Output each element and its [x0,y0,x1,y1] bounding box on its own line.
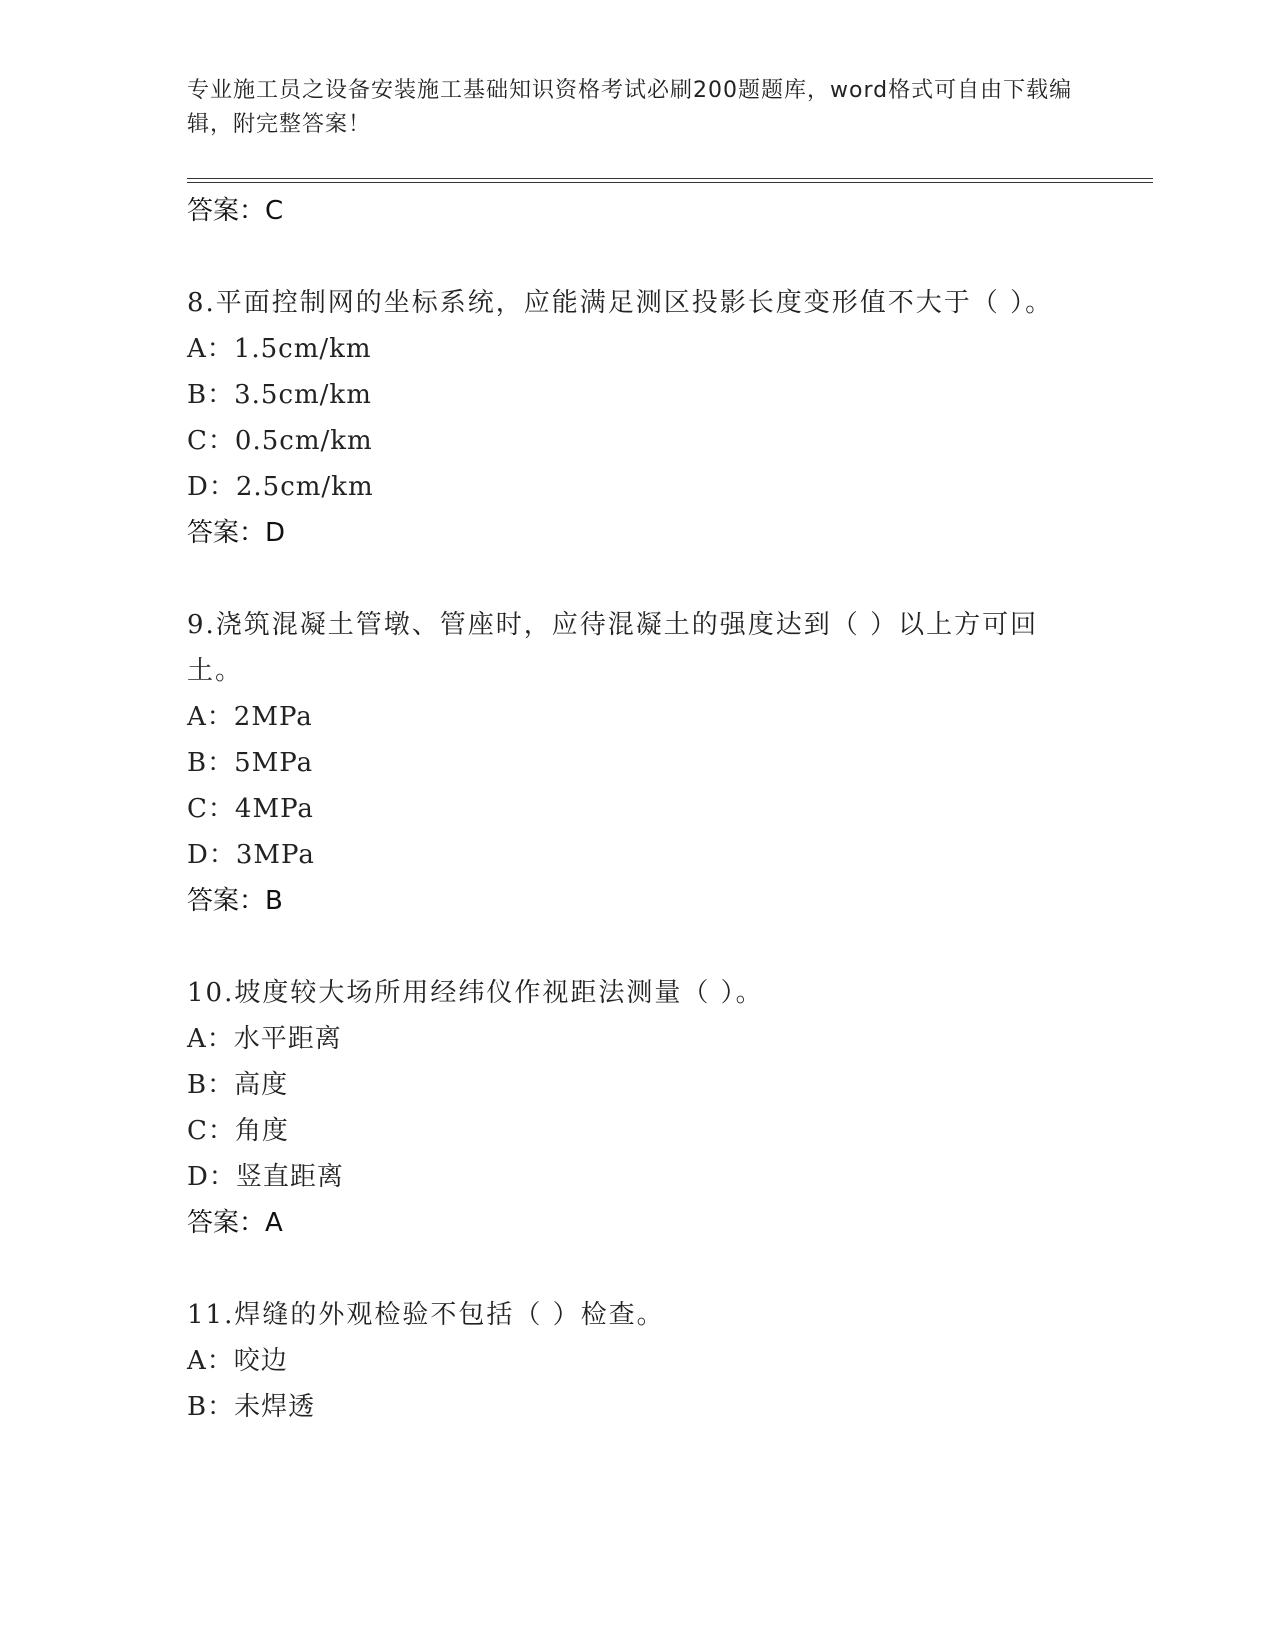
answer-line: 答案：C [187,196,284,226]
option-key: C： [187,794,235,824]
answer-line: 答案：A [187,1208,283,1238]
question-block [187,602,1087,924]
option-c [187,1108,1087,1154]
answer-line: 答案：B [187,886,283,916]
question-block [187,970,1087,1246]
option-key: C： [187,1116,235,1146]
option-text: 未焊透 [234,1392,316,1422]
option-d [187,832,1087,878]
option-text: 4MPa [234,794,314,824]
option-key: B： [187,748,235,778]
option-key: D： [187,472,236,502]
document-body [187,188,1087,1430]
question-block [187,280,1087,556]
option-d [187,1154,1087,1200]
option-text: 水平距离 [233,1024,342,1054]
document-header: 专业施工员之设备安装施工基础知识资格考试必刷200题题库，word格式可自由下载编辑，附完整答案！ [187,78,1073,137]
question-text: 11.焊缝的外观检验不包括（ ）检查。 [187,1300,665,1330]
option-a [187,326,1087,372]
option-b [187,372,1087,418]
option-key: C： [187,426,235,456]
option-a [187,1338,1087,1384]
option-a [187,694,1087,740]
option-c [187,786,1087,832]
option-text: 1.5cm/km [233,334,372,364]
question-text: 9.浇筑混凝土管墩、管座时，应待混凝土的强度达到（ ）以上方可回土。 [187,610,1039,686]
option-text: 角度 [234,1116,289,1146]
option-text: 咬边 [233,1346,288,1376]
option-key: D： [187,840,236,870]
option-text: 3MPa [235,840,315,870]
option-b [187,740,1087,786]
option-d [187,464,1087,510]
question-text: 10.坡度较大场所用经纬仪作视距法测量（ ）。 [187,978,764,1008]
option-text: 竖直距离 [235,1162,344,1192]
option-key: A： [187,702,234,732]
option-key: A： [187,1346,234,1376]
option-text: 高度 [234,1070,289,1100]
option-key: A： [187,334,234,364]
question-block [187,1292,1087,1430]
option-key: D： [187,1162,236,1192]
header-divider [187,178,1153,183]
option-b [187,1384,1087,1430]
option-text: 2.5cm/km [235,472,374,502]
option-key: B： [187,380,235,410]
option-text: 0.5cm/km [234,426,373,456]
answer-line: 答案：D [187,518,286,548]
option-key: A： [187,1024,234,1054]
option-text: 3.5cm/km [234,380,372,410]
option-a [187,1016,1087,1062]
option-c [187,418,1087,464]
question-text: 8.平面控制网的坐标系统，应能满足测区投影长度变形值不大于（ ）。 [187,288,1054,318]
option-text: 2MPa [233,702,313,732]
option-b [187,1062,1087,1108]
option-text: 5MPa [234,748,314,778]
option-key: B： [187,1392,235,1422]
option-key: B： [187,1070,235,1100]
